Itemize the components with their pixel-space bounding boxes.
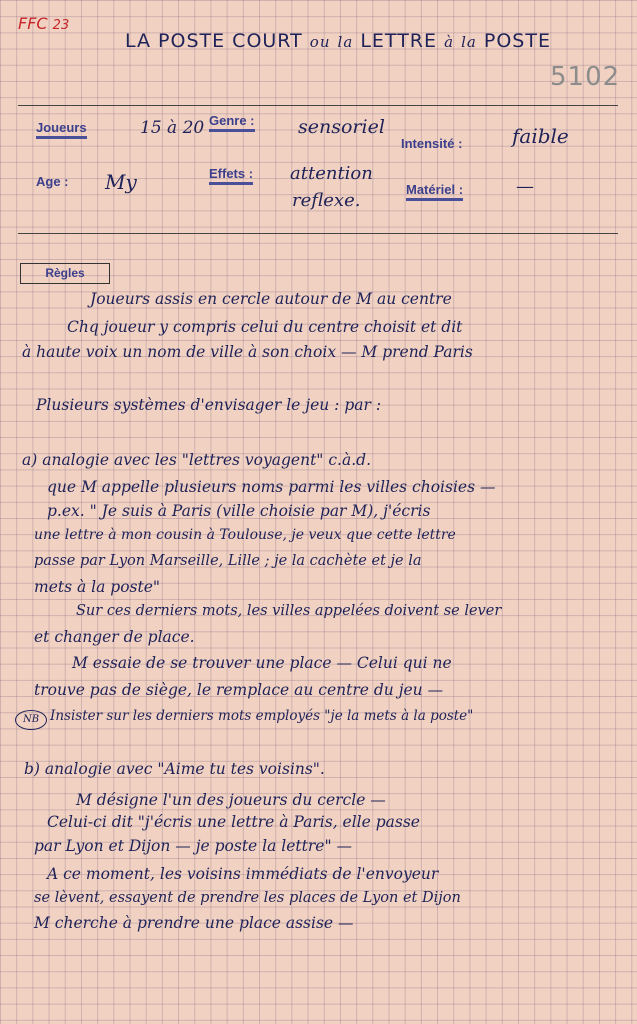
- body-line-19: par Lyon et Dijon — je poste la lettre" —: [34, 837, 352, 855]
- body-line-18: Celui-ci dit "j'écris une lettre à Paris, elle passe: [47, 813, 420, 831]
- genre-label: Genre :: [209, 113, 255, 132]
- joueurs-label: Joueurs: [36, 120, 87, 139]
- body-line-16: b) analogie avec "Aime tu tes voisins".: [24, 760, 325, 778]
- effets-value-2: reflexe.: [292, 190, 361, 211]
- body-line-7: p.ex. " Je suis à Paris (ville choisie par M), j'écris: [47, 502, 431, 520]
- body-line-21: se lèvent, essayent de prendre les places de Lyon et Dijon: [34, 890, 461, 906]
- top-divider: [18, 105, 618, 106]
- body-line-15: Insister sur les derniers mots employés "je la mets à la poste": [50, 708, 474, 724]
- materiel-label: Matériel :: [406, 182, 463, 201]
- body-line-3: à haute voix un nom de ville à son choix — M prend Paris: [22, 343, 473, 361]
- intensite-value: faible: [512, 124, 569, 148]
- nb-mark: NB: [15, 710, 47, 730]
- body-line-8: une lettre à mon cousin à Toulouse, je veux que cette lettre: [34, 527, 456, 543]
- body-line-12: et changer de place.: [34, 628, 195, 646]
- body-line-14: trouve pas de siège, le remplace au centre du jeu —: [34, 681, 444, 699]
- effets-label: Effets :: [209, 166, 253, 185]
- body-line-13: M essaie de se trouver une place — Celui qui ne: [72, 654, 452, 672]
- body-line-1: Joueurs assis en cercle autour de M au centre: [90, 290, 452, 308]
- document-title: LA POSTE COURT ou la LETTRE à la POSTE: [125, 30, 551, 52]
- body-line-10: mets à la poste": [34, 578, 161, 596]
- body-line-22: M cherche à prendre une place assise —: [34, 914, 354, 932]
- intensite-label: Intensité :: [401, 136, 463, 151]
- body-line-5: a) analogie avec les "lettres voyagent" c.à.d.: [22, 451, 371, 469]
- effets-value-1: attention: [290, 163, 373, 184]
- bottom-divider: [18, 233, 618, 234]
- archive-number: 5102: [550, 62, 621, 92]
- materiel-value: —: [516, 176, 534, 197]
- genre-value: sensoriel: [298, 116, 385, 138]
- body-line-6: que M appelle plusieurs noms parmi les villes choisies —: [47, 478, 496, 496]
- ref-code: FFC 23: [18, 14, 70, 33]
- age-value: My: [105, 170, 137, 194]
- age-label: Age :: [36, 174, 69, 189]
- body-line-2: Chq joueur y compris celui du centre choisit et dit: [67, 318, 463, 336]
- regles-label: Règles: [20, 263, 110, 284]
- body-line-11: Sur ces derniers mots, les villes appelées doivent se lever: [76, 603, 502, 619]
- body-line-4: Plusieurs systèmes d'envisager le jeu : par :: [36, 396, 382, 414]
- body-line-9: passe par Lyon Marseille, Lille ; je la cachète et je la: [34, 553, 422, 569]
- body-line-17: M désigne l'un des joueurs du cercle —: [76, 791, 386, 809]
- joueurs-value: 15 à 20: [140, 118, 205, 138]
- body-line-20: A ce moment, les voisins immédiats de l'envoyeur: [47, 865, 439, 883]
